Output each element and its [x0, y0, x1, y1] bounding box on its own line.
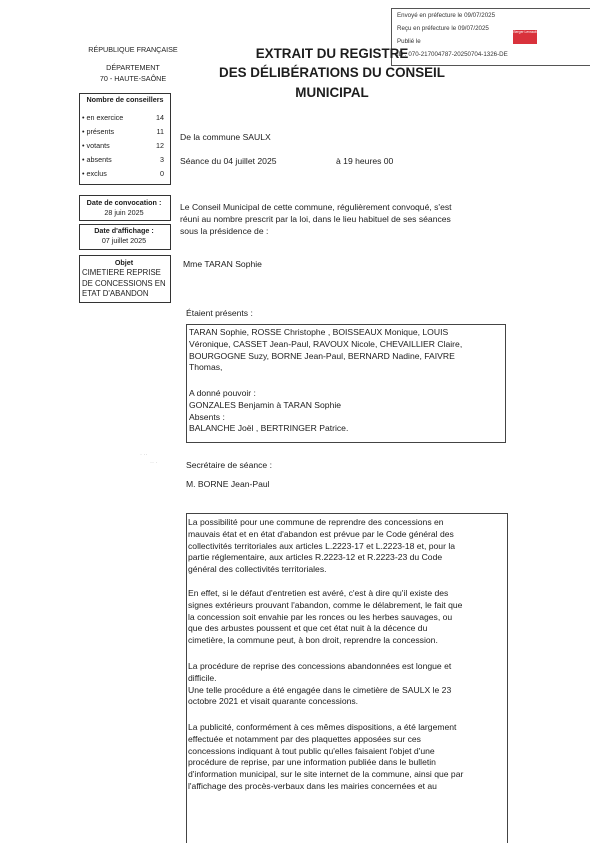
intro-line: réuni au nombre prescrit par la loi, dans le lieu habituel de ses séances [180, 213, 451, 224]
departement-label: DÉPARTEMENT [106, 63, 160, 72]
pouvoir-label: A donné pouvoir : [189, 388, 256, 398]
scan-speckle: · ·· [140, 452, 148, 458]
row-label: • absents [82, 155, 112, 164]
body-line: la concession soit envahie par les ronces ou les herbes sauvages, ou [188, 611, 453, 622]
presents-label: Étaient présents : [186, 308, 253, 318]
convocation-label: Date de convocation : [86, 198, 162, 207]
row-label: • présents [82, 127, 115, 136]
body-line: l'affichage des procès-verbaux dans les mairies concernées et au [188, 780, 437, 791]
seance-time: à 19 heures 00 [336, 156, 394, 166]
conseillers-row [82, 154, 166, 165]
body-paragraph-4 [188, 722, 463, 793]
stamp-line: Publié le [397, 38, 421, 45]
body-line: que des arbustes poussent et que cet état nuit à la décence du [188, 623, 428, 634]
berger-levrault-logo: Berger Levrault [513, 30, 537, 44]
conseillers-heading: Nombre de conseillers [86, 95, 164, 104]
conseillers-row [82, 112, 166, 123]
convocation-value: 28 juin 2025 [104, 208, 144, 217]
body-paragraph-1 [188, 517, 455, 576]
intro-line: sous la présidence de : [180, 225, 269, 236]
objet-line: CIMETIERE REPRISE [82, 268, 161, 277]
stamp-line: Reçu en préfecture le 09/07/2025 [397, 25, 489, 32]
body-line: mauvais état et en état d'abandon est prévue par le Code général des [188, 528, 454, 539]
pouvoir-value: GONZALES Benjamin à TARAN Sophie [189, 399, 342, 410]
intro-line: Le Conseil Municipal de cette commune, régulièrement convoqué, s'est [180, 202, 452, 212]
objet-text [82, 268, 166, 300]
body-paragraph-3 [188, 661, 451, 708]
absents-label: Absents : [189, 411, 225, 422]
body-line: octobre 2021 et visait quarante concessions. [188, 696, 359, 707]
body-line: d'information municipal, sur le site internet de la commune, ainsi que par [188, 769, 464, 780]
body-line: collectivités territoriales aux articles L.2223-17 et L.2223-18 et, pour la [188, 540, 456, 551]
body-line: effectuée et notamment par des plaquettes apposées sur ces [188, 733, 421, 744]
row-label: • en exercice [82, 113, 124, 122]
affichage-label: Date d'affichage : [94, 226, 154, 235]
presents-line: Thomas, [189, 362, 223, 373]
affichage-value: 07 juillet 2025 [101, 236, 147, 245]
document-title-line-1: EXTRAIT DU REGISTRE [255, 46, 409, 61]
row-label: • exclus [82, 169, 107, 178]
presents-line: Véronique, CASSET Jean-Paul, RAVOUX Nicole, CHEVAILLIER Claire, [189, 338, 463, 349]
body-line: En effet, si le défaut d'entretien est avéré, c'est à dire qu'il existe des [188, 588, 449, 598]
body-line: difficile. [188, 672, 217, 683]
body-paragraph-2 [188, 588, 462, 647]
body-line: partie réglementaire, aux articles R.2223-12 et R.2223-23 du Code [188, 552, 443, 563]
body-line: cimetière, la commune peut, à bon droit, reprendre la concession. [188, 635, 438, 646]
conseillers-row [82, 168, 166, 179]
body-line: La possibilité pour une commune de reprendre des concessions en [188, 517, 444, 527]
document-title-line-2: DES DÉLIBÉRATIONS DU CONSEIL [219, 65, 445, 80]
document-title-line-3: MUNICIPAL [295, 85, 369, 100]
body-line: La procédure de reprise des concessions abandonnées est longue et [188, 661, 452, 671]
body-line: procédure de reprise, par une information publiée dans le bulletin [188, 757, 436, 768]
row-value: 3 [160, 155, 164, 164]
stamp-line: Envoyé en préfecture le 09/07/2025 [397, 12, 496, 19]
departement-value: 70 - HAUTE-SAÔNE [99, 74, 167, 83]
seance-date: Séance du 04 juillet 2025 [180, 156, 277, 166]
absents-value: BALANCHE Joël , BERTRINGER Patrice. [189, 423, 349, 434]
objet-line: ETAT D'ABANDON [82, 289, 149, 298]
objet-line: DE CONCESSIONS EN [82, 278, 166, 288]
secretaire-label: Secrétaire de séance : [186, 460, 272, 470]
row-label: • votants [82, 141, 110, 150]
commune-line: De la commune SAULX [180, 132, 271, 142]
body-line: Une telle procédure a été engagée dans le cimetière de SAULX le 23 [188, 684, 452, 695]
conseillers-row [82, 140, 166, 151]
president-name: Mme TARAN Sophie [183, 259, 262, 269]
row-value: 14 [156, 113, 164, 122]
pouvoir-absents [189, 388, 348, 435]
stamp-line: ID : 070-217004787-20250704-1326-DE [397, 51, 508, 58]
secretaire-value: M. BORNE Jean-Paul [186, 479, 270, 489]
conseillers-row [82, 126, 166, 137]
row-value: 11 [156, 127, 164, 136]
presents-list [189, 327, 462, 374]
body-line: concessions indiquant à tout public qu'elles faisaient l'objet d'une [188, 745, 435, 756]
row-value: 12 [156, 141, 164, 150]
objet-label: Objet [114, 258, 134, 267]
body-line: général des collectivités territoriales. [188, 564, 327, 575]
body-line: signes extérieurs prouvant l'abandon, comme le délabrement, le fait que [188, 599, 463, 610]
scan-speckle: ·· · [150, 460, 158, 466]
conseillers-box [79, 93, 171, 185]
presents-line: TARAN Sophie, ROSSE Christophe , BOISSEAUX Monique, LOUIS [189, 327, 449, 337]
row-value: 0 [160, 169, 164, 178]
intro-paragraph [180, 202, 452, 237]
republique-label: RÉPUBLIQUE FRANÇAISE [88, 45, 178, 54]
presents-line: BOURGOGNE Suzy, BORNE Jean-Paul, BERNARD Nadine, FAIVRE [189, 350, 455, 361]
body-line: La publicité, conformément à ces mêmes dispositions, a été largement [188, 722, 457, 732]
